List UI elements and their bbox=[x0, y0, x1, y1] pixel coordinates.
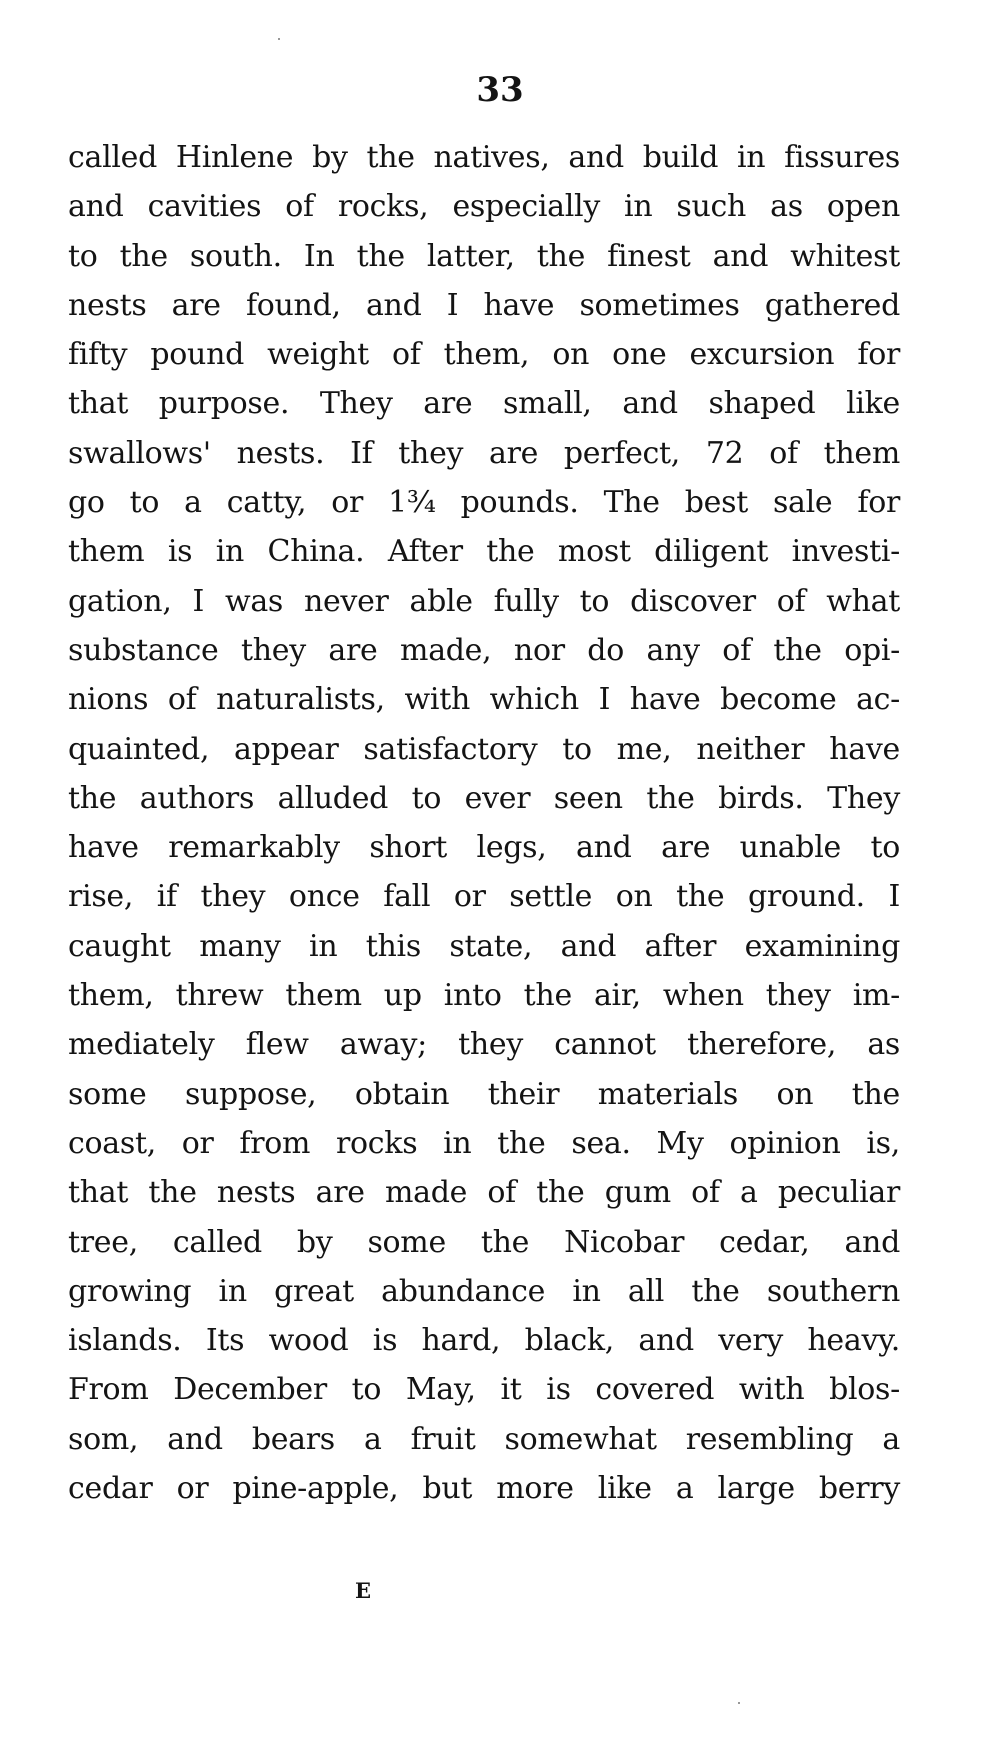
text-line: nests are found, and I have sometimes gathered bbox=[68, 287, 900, 323]
text-line: caught many in this state, and after examining bbox=[68, 928, 900, 964]
text-line: growing in great abundance in all the southern bbox=[68, 1273, 900, 1309]
page-number: 33 bbox=[476, 70, 524, 110]
text-line: mediately flew away; they cannot therefore, as bbox=[68, 1027, 900, 1063]
text-line: nions of naturalists, with which I have become ac- bbox=[68, 682, 900, 718]
paper-speck bbox=[278, 38, 280, 40]
text-line: some suppose, obtain their materials on the bbox=[68, 1076, 900, 1112]
text-line: the authors alluded to ever seen the birds. They bbox=[68, 780, 900, 816]
text-line: and cavities of rocks, especially in such as open bbox=[68, 189, 900, 225]
text-line: called Hinlene by the natives, and build in fissures bbox=[68, 140, 900, 175]
text-line: som, and bears a fruit somewhat resembling a bbox=[68, 1421, 900, 1457]
text-line: cedar or pine-apple, but more like a large berry bbox=[68, 1471, 900, 1507]
text-line: that purpose. They are small, and shaped like bbox=[68, 386, 900, 422]
text-line: swallows' nests. If they are perfect, 72 of them bbox=[68, 435, 900, 471]
text-line: them, threw them up into the air, when they im- bbox=[68, 978, 900, 1014]
body-text bbox=[68, 133, 900, 1513]
text-line: to the south. In the latter, the finest and whitest bbox=[68, 238, 900, 274]
text-line: them is in China. After the most diligent investi- bbox=[68, 534, 900, 570]
text-line: that the nests are made of the gum of a peculiar bbox=[68, 1175, 900, 1211]
text-line: tree, called by some the Nicobar cedar, and bbox=[68, 1224, 900, 1260]
text-line: go to a catty, or 1¾ pounds. The best sale for bbox=[68, 485, 900, 521]
text-line: islands. Its wood is hard, black, and very heavy. bbox=[68, 1323, 900, 1359]
text-line: coast, or from rocks in the sea. My opinion is, bbox=[68, 1125, 900, 1161]
text-line: From December to May, it is covered with blos- bbox=[68, 1372, 900, 1408]
text-line: quainted, appear satisfactory to me, neither have bbox=[68, 731, 900, 767]
text-line: substance they are made, nor do any of the opi- bbox=[68, 632, 900, 668]
text-line: fifty pound weight of them, on one excursion for bbox=[68, 337, 900, 373]
signature-mark: E bbox=[355, 1578, 372, 1603]
text-line: have remarkably short legs, and are unable to bbox=[68, 830, 900, 866]
paper-speck bbox=[738, 1702, 740, 1704]
text-line: gation, I was never able fully to discover of what bbox=[68, 583, 900, 619]
text-line: rise, if they once fall or settle on the ground. I bbox=[68, 879, 900, 915]
